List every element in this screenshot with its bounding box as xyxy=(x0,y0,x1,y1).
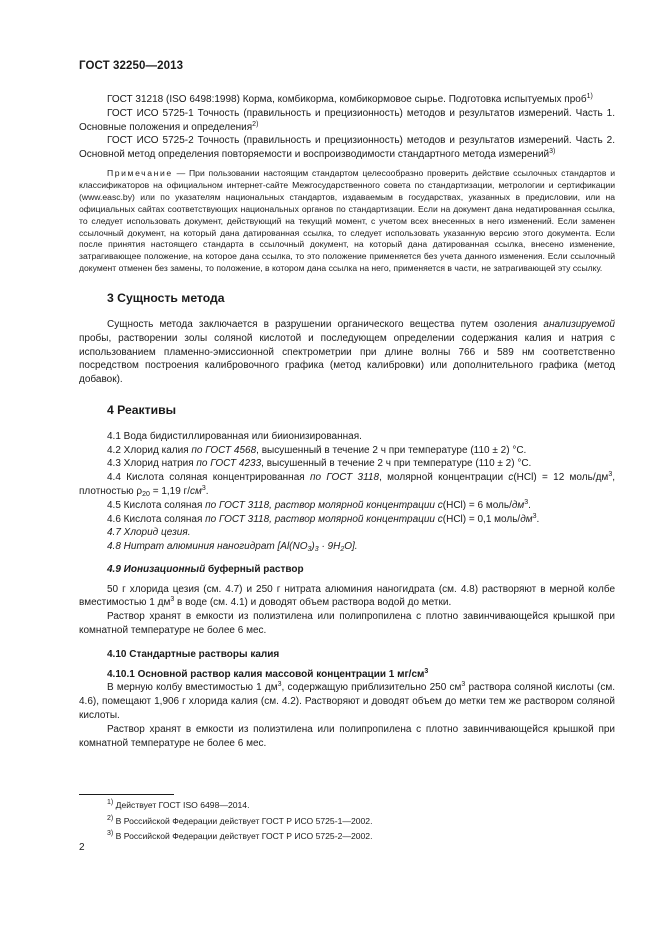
reagent-item: 4.1 Вода бидистиллированная или биионизированная. xyxy=(107,430,362,442)
footnote: $^{1)}$ Действует ГОСТ ISO 6498—2014. xyxy=(107,799,250,810)
section-heading: 3 Сущность метода xyxy=(107,291,225,306)
reagent-item: 4.5 Кислота соляная по ГОСТ 3118, раствор молярной концентрации c(HCl) = 6 моль/$дм^3$. xyxy=(107,498,531,511)
page-content xyxy=(79,93,615,750)
footnotes xyxy=(107,798,372,845)
reagent-item: 4.7 Хлорид цезия. xyxy=(107,527,191,539)
document-header: ГОСТ 32250—2013 xyxy=(79,60,184,72)
reagent-item: 4.8 Нитрат алюминия наногидрат $[Al(NO_3)_3 \cdot 9H_2O]$. xyxy=(107,541,358,554)
reference-entry: ГОСТ ИСО 5725-1 Точность (правильность и прецизионность) методов и результатов измерений. Часть 1. Основные положения и определения$^{2)}$ xyxy=(79,107,615,133)
reagent-item: 4.3 Хлорид натрия по ГОСТ 4233, высушенный в течение 2 ч при температуре (110 ± 2) °С. xyxy=(107,458,532,470)
note-label: Примечание xyxy=(107,167,173,178)
section-heading: 4 Реактивы xyxy=(107,402,177,417)
reagent-item: 4.6 Кислота соляная по ГОСТ 3118, раствор молярной концентрации c(HCl) = 0,1 моль/$дм^3$. xyxy=(107,512,540,525)
footnote: $^{2)}$ В Российской Федерации действует ГОСТ Р ИСО 5725-1—2002. xyxy=(107,814,373,826)
subsection-heading: 4.10 Стандартные растворы калия xyxy=(107,648,280,660)
subsection-heading: 4.10.1 Основной раствор калия массовой концентрации 1 $мг/см^3$ xyxy=(107,667,429,680)
section-paragraph: Сущность метода заключается в разрушении органического вещества путем озоления анализируемой пробы, растворении золы соляной кислотой и последующем определении содержания калия и натрия с использованием пламенно-эмиссионной спектрометрии при длине волны 766 и 589 нм соответственно посредством построения калибровочного графика (метод калибровки) или дополнительного графика (метод добавок). xyxy=(79,318,615,386)
page-number: 2 xyxy=(79,842,85,853)
footnote: $^{3)}$ В Российской Федерации действует ГОСТ Р ИСО 5725-2—2002. xyxy=(107,830,373,841)
reference-entry: ГОСТ ИСО 5725-2 Точность (правильность и прецизионность) методов и результатов измерений. Часть 2. Основной метод определения повторяемости и воспроизводимости стандартного метода измерений$^{3)}$ xyxy=(79,135,615,161)
subsection-heading: 4.9 Ионизационный буферный раствор xyxy=(107,563,304,575)
reagent-item: 4.4 Кислота соляная концентрированная по ГОСТ 3118, молярной концентрации c(HCl) = 12 моль/$дм^3$, плотностью $\rho_{20} = 1,19$ $г/см^3$. xyxy=(79,471,615,498)
section-paragraph: Раствор хранят в емкости из полиэтилена или полипропилена с плотно завинчивающейся крышкой при комнатной температуре не более 6 мес. xyxy=(79,611,615,637)
section-paragraph: Раствор хранят в емкости из полиэтилена или полипропилена с плотно завинчивающейся крышкой при комнатной температуре не более 6 мес. xyxy=(79,723,615,749)
section-paragraph: В мерную колбу вместимостью 1 $дм^3$, содержащую приблизительно 250 $см^3$ раствора соляной кислоты (см. 4.6), помещают 1,906 г хлорида калия (см. 4.2). Растворяют и доводят объем до метки тем же раствором соляной кислоты. xyxy=(79,681,615,722)
footnote-divider xyxy=(79,794,174,795)
reagent-item: 4.2 Хлорид калия по ГОСТ 4568, высушенный в течение 2 ч при температуре (110 ± 2) °С. xyxy=(107,444,527,456)
reference-entry: ГОСТ 31218 (ISO 6498:1998) Корма, комбикорма, комбикормовое сырье. Подготовка испытуемых проб$^{1)}$ xyxy=(107,93,593,105)
section-paragraph: 50 г хлорида цезия (см. 4.7) и 250 г нитрата алюминия наногидрата (см. 4.8) растворяют в мерной колбе вместимостью 1 $дм^3$ в воде (см. 4.1) и доводят объем раствора водой до метки. xyxy=(79,583,615,609)
note-paragraph: Примечание — При пользовании настоящим стандартом целесообразно проверить действие ссылочных стандартов и классификаторов на официальном интернет-сайте Межгосударственного совета по стандартизации, метрологии и сертификации (www.easc.by) или по указателям национальных стандартов, издаваемым в государствах, указанных в предисловии, или на официальных сайтах соответствующих национальных органов по стандартизации. Если на документ дана недатированная ссылка, то следует использовать документ, действующий на текущий момент, с учетом всех внесенных в него изменений. Если заменен ссылочный документ, на который дана датированная ссылка, то следует использовать указанную версию этого документа. Если после принятия настоящего стандарта в ссылочный документ, на который дана датированная ссылка, внесено изменение, затрагивающее положение, на которое дана ссылка, то это положение применяется без учета данного изменения. Если ссылочный документ отменен без замены, то положение, в котором дана ссылка на него, применяется в части, не затрагивающей эту ссылку. xyxy=(79,167,616,274)
